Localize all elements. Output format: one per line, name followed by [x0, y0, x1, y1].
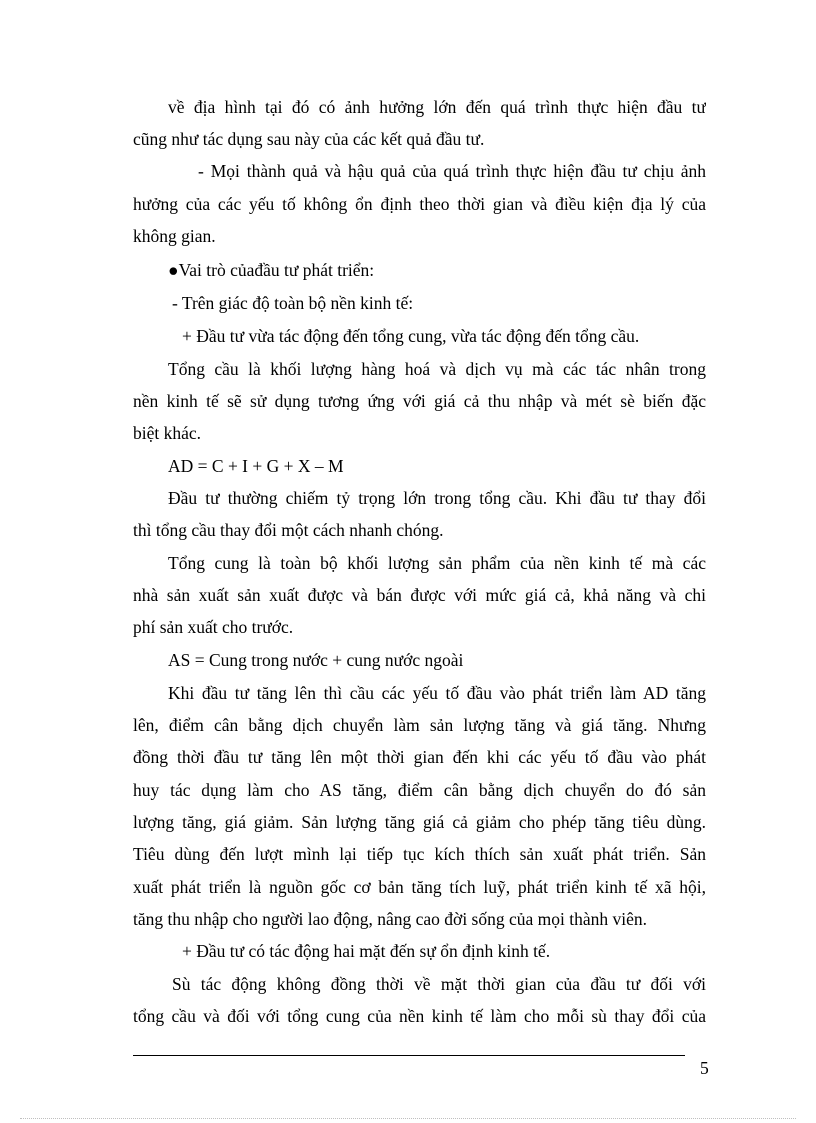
page-number: 5 [700, 1058, 709, 1078]
text-line: về địa hình tại đó có ảnh hưởng lớn đến quá trình thực hiện đầu tư [168, 97, 706, 117]
text-line: - Mọi thành quả và hậu quả của quá trình thực hiện đầu tư chịu ảnh [198, 161, 706, 181]
text-line: lên, điểm cân bằng dịch chuyển làm sản lượng tăng và giá tăng. Nhưng [133, 715, 706, 735]
text-line: + Đầu tư có tác động hai mặt đến sự ổn định kinh tế. [182, 941, 551, 961]
text-line: hưởng của các yếu tố không ổn định theo thời gian và điều kiện địa lý của [133, 194, 706, 214]
text-line: thì tổng cầu thay đổi một cách nhanh chóng. [133, 520, 444, 540]
text-line: Tổng cầu là khối lượng hàng hoá và dịch vụ mà các tác nhân trong [168, 359, 706, 379]
text-line: tăng thu nhập cho người lao động, nâng cao đời sống của mọi thành viên. [133, 909, 648, 929]
formula-as: AS = Cung trong nước + cung nước ngoài [168, 650, 464, 670]
text-line: - Trên giác độ toàn bộ nền kinh tế: [172, 293, 414, 313]
page-edge-dotted-line [20, 1118, 796, 1119]
text-line: Đầu tư thường chiếm tỷ trọng lớn trong tổng cầu. Khi đầu tư thay đổi [168, 488, 706, 508]
text-line: Tiêu dùng đến lượt mình lại tiếp tục kích thích sản xuất phát triển. Sản [133, 844, 706, 864]
text-line: nền kinh tế sẽ sử dụng tương ứng với giá cả thu nhập và mét sè biến đặc [133, 391, 706, 411]
text-line: đồng thời đầu tư tăng lên một thời gian đến khi các yếu tố đầu vào phát [133, 747, 706, 767]
text-line: nhà sản xuất sản xuất được và bán được với mức giá cả, khả năng và chi [133, 585, 706, 605]
text-line: huy tác dụng làm cho AS tăng, điểm cân bằng dịch chuyển do đó sản [133, 780, 706, 800]
text-line: Tổng cung là toàn bộ khối lượng sản phẩm của nền kinh tế mà các [168, 553, 706, 573]
text-line: không gian. [133, 226, 216, 246]
text-line: phí sản xuất cho trước. [133, 617, 294, 637]
footer-divider [133, 1055, 685, 1056]
text-line: cũng như tác dụng sau này của các kết quả đầu tư. [133, 129, 485, 149]
text-line: tổng cầu và đối với tổng cung của nền kinh tế làm cho mỗi sù thay đổi của [133, 1006, 706, 1026]
section-heading: ●Vai trò củađầu tư phát triển: [168, 260, 375, 280]
text-line: biệt khác. [133, 423, 202, 443]
text-line: lượng tăng, giá giảm. Sản lượng tăng giá cả giảm cho phép tăng tiêu dùng. [133, 812, 706, 832]
text-line: xuất phát triển là nguồn gốc cơ bản tăng tích luỹ, phát triển kinh tế xã hội, [133, 877, 706, 897]
text-line: Khi đầu tư tăng lên thì cầu các yếu tố đầu vào phát triển làm AD tăng [168, 683, 706, 703]
text-line: Sù tác động không đồng thời về mặt thời gian của đầu tư đối với [172, 974, 706, 994]
formula-ad: AD = C + I + G + X – M [168, 456, 344, 476]
text-line: + Đầu tư vừa tác động đến tổng cung, vừa tác động đến tổng cầu. [182, 326, 640, 346]
